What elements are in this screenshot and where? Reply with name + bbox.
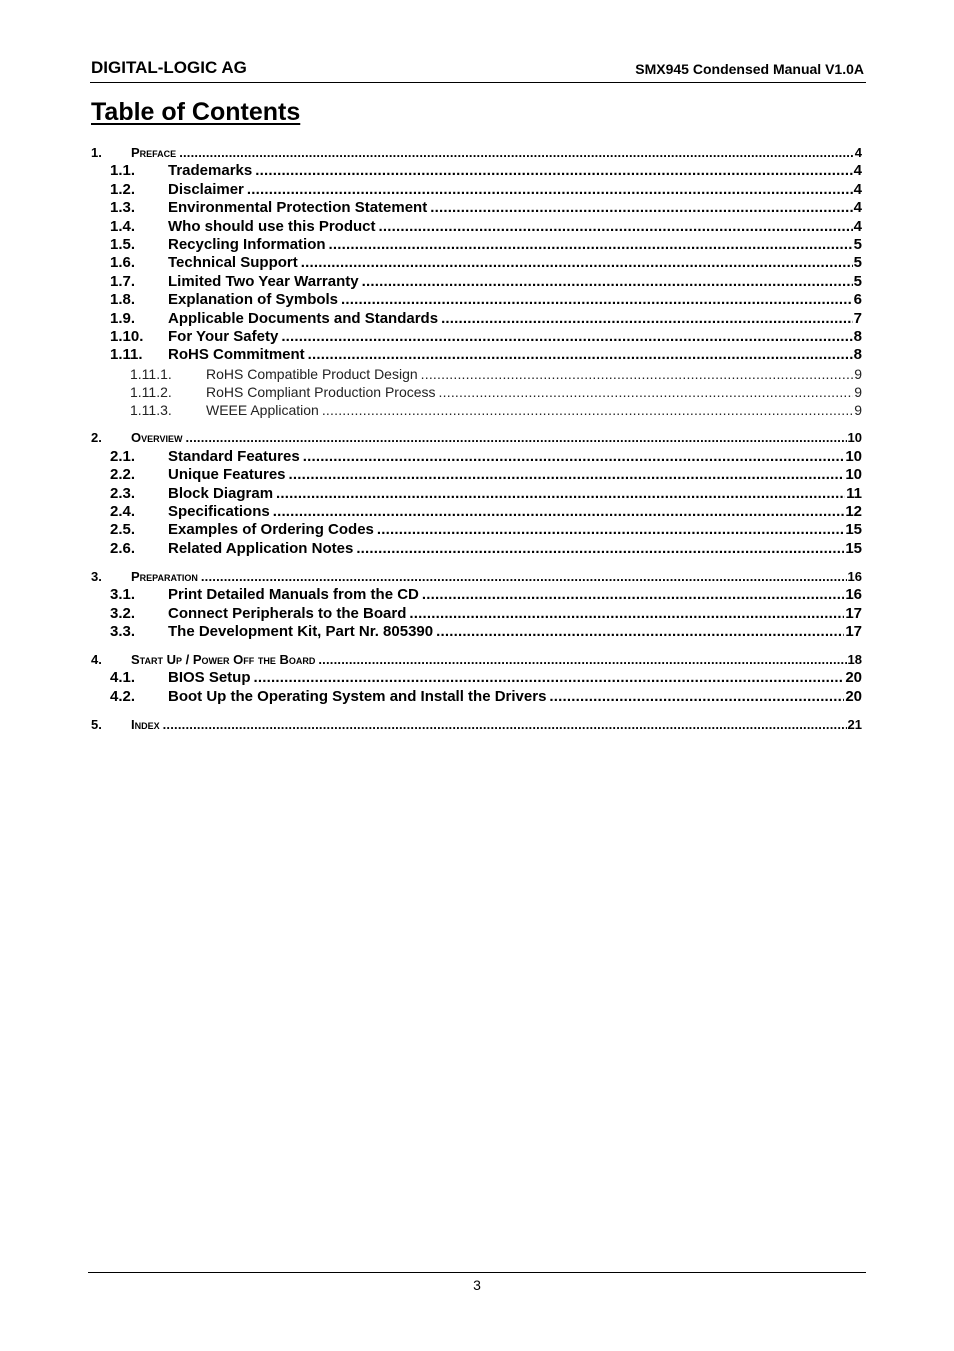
toc-entry-number: 1.9.: [110, 309, 136, 327]
toc-entry-title: WEEE Application: [206, 402, 319, 419]
toc-entry-title: For Your Safety: [168, 327, 279, 345]
page-number: 3: [473, 1277, 481, 1293]
toc-entry-number: 1.3.: [110, 199, 136, 217]
toc-entry-level-1[interactable]: [91, 716, 862, 734]
toc-entry-level-2[interactable]: [91, 199, 862, 217]
toc-entry-title: Limited Two Year Warranty: [168, 272, 359, 290]
toc-entry-title: Applicable Documents and Standards: [168, 309, 439, 327]
toc-entry-level-2[interactable]: [91, 623, 862, 641]
toc-entry-page: 4: [854, 145, 862, 160]
toc-dot-leader: [549, 688, 844, 706]
toc-dot-leader: [273, 503, 845, 521]
toc-entry-number: 5.: [91, 716, 102, 732]
page-header: [90, 58, 866, 83]
toc-entry-level-1[interactable]: [91, 568, 862, 586]
toc-entry-title: Start Up / Power Off the Board: [131, 651, 316, 667]
table-of-contents: [91, 144, 862, 734]
toc-entry-title: The Development Kit, Part Nr. 805390: [168, 622, 434, 640]
toc-section-gap: [91, 558, 862, 568]
toc-dot-leader: [362, 273, 853, 291]
toc-entry-page: 5: [853, 272, 862, 290]
toc-entry-title: Environmental Protection Statement: [168, 199, 428, 217]
toc-entry-title: Specifications: [168, 503, 270, 521]
toc-dot-leader: [308, 346, 853, 364]
toc-entry-level-2[interactable]: [91, 540, 862, 558]
toc-entry-number: 1.10.: [110, 327, 144, 345]
toc-entry-page: 17: [845, 604, 862, 622]
toc-entry-page: 9: [854, 365, 862, 382]
toc-entry-page: 17: [845, 622, 862, 640]
toc-dot-leader: [276, 485, 845, 503]
toc-entry-page: 10: [845, 447, 862, 465]
toc-dot-leader: [329, 236, 853, 254]
toc-entry-page: 4: [853, 180, 862, 198]
toc-entry-title: Block Diagram: [168, 484, 274, 502]
toc-entry-number: 2.5.: [110, 521, 136, 539]
toc-entry-title: Recycling Information: [168, 235, 326, 253]
toc-dot-leader: [254, 669, 845, 687]
toc-dot-leader: [341, 291, 853, 309]
toc-entry-level-2[interactable]: [91, 586, 862, 604]
toc-entry-number: 3.1.: [110, 586, 136, 604]
toc-entry-title: Standard Features: [168, 447, 300, 465]
toc-entry-number: 4.2.: [110, 687, 136, 705]
toc-entry-page: 9: [854, 384, 862, 401]
toc-entry-level-2[interactable]: [91, 485, 862, 503]
toc-section-gap: [91, 420, 862, 430]
toc-dot-leader: [409, 605, 844, 623]
toc-entry-title: Connect Peripherals to the Board: [168, 604, 407, 622]
toc-entry-number: 2.2.: [110, 466, 136, 484]
toc-entry-title: Print Detailed Manuals from the CD: [168, 586, 419, 604]
toc-dot-leader: [179, 144, 854, 162]
toc-entry-title: Boot Up the Operating System and Install the Drivers: [168, 687, 547, 705]
toc-dot-leader: [379, 218, 853, 236]
toc-entry-page: 20: [845, 669, 862, 687]
toc-entry-number: 3.: [91, 568, 102, 584]
toc-entry-level-2[interactable]: [91, 669, 862, 687]
toc-entry-title: Technical Support: [168, 254, 298, 272]
toc-entry-number: 1.8.: [110, 291, 136, 309]
toc-entry-title: Disclaimer: [168, 180, 244, 198]
toc-entry-title: Who should use this Product: [168, 217, 376, 235]
toc-dot-leader: [247, 181, 853, 199]
toc-entry-level-2[interactable]: [91, 448, 862, 466]
toc-dot-leader: [439, 383, 854, 401]
toc-dot-leader: [356, 540, 844, 558]
toc-entry-title: Examples of Ordering Codes: [168, 521, 374, 539]
toc-entry-level-2[interactable]: [91, 310, 862, 328]
toc-entry-page: 4: [853, 199, 862, 217]
toc-entry-level-2[interactable]: [91, 291, 862, 309]
toc-entry-number: 4.1.: [110, 669, 136, 687]
toc-entry-page: 4: [853, 217, 862, 235]
toc-entry-level-2[interactable]: [91, 273, 862, 291]
toc-entry-title: Preface: [131, 145, 177, 160]
toc-entry-page: 9: [854, 402, 862, 419]
toc-entry-page: 5: [853, 235, 862, 253]
toc-entry-title: Trademarks: [168, 162, 253, 180]
toc-entry-level-2[interactable]: [91, 328, 862, 346]
toc-entry-page: 16: [847, 568, 862, 584]
toc-entry-level-2[interactable]: [91, 181, 862, 199]
toc-entry-number: 3.3.: [110, 622, 136, 640]
toc-entry-page: 10: [847, 430, 862, 446]
toc-entry-number: 4.: [91, 651, 102, 667]
toc-entry-level-2[interactable]: [91, 236, 862, 254]
toc-entry-page: 20: [845, 687, 862, 705]
toc-entry-page: 18: [847, 651, 862, 667]
toc-entry-title: Unique Features: [168, 466, 286, 484]
toc-dot-leader: [281, 328, 852, 346]
toc-entry-number: 1.1.: [110, 162, 136, 180]
toc-entry-level-2[interactable]: [91, 346, 862, 364]
toc-entry-title: RoHS Compatible Product Design: [206, 365, 418, 382]
toc-dot-leader: [185, 429, 846, 447]
toc-entry-number: 2.4.: [110, 503, 136, 521]
page-footer: [88, 1272, 866, 1293]
toc-entry-title: RoHS Commitment: [168, 346, 305, 364]
toc-entry-page: 6: [853, 291, 862, 309]
toc-entry-number: 1.2.: [110, 180, 136, 198]
toc-entry-level-2[interactable]: [91, 466, 862, 484]
toc-entry-page: 15: [845, 521, 862, 539]
toc-entry-number: 2.6.: [110, 539, 136, 557]
toc-entry-level-1[interactable]: [91, 144, 862, 162]
toc-entry-number: 1.11.: [110, 346, 143, 364]
toc-entry-page: 16: [845, 586, 862, 604]
toc-entry-page: 5: [853, 254, 862, 272]
toc-entry-number: 1.5.: [110, 235, 136, 253]
toc-entry-title: Related Application Notes: [168, 539, 354, 557]
toc-entry-page: 21: [847, 716, 862, 732]
toc-entry-number: 1.11.1.: [130, 365, 172, 382]
toc-dot-leader: [421, 365, 854, 383]
toc-section-gap: [91, 641, 862, 651]
manual-title: SMX945 Condensed Manual V1.0A: [635, 61, 864, 77]
toc-entry-page: 7: [853, 309, 862, 327]
company-name: DIGITAL-LOGIC AG: [91, 58, 247, 77]
toc-entry-number: 2.1.: [110, 447, 136, 465]
toc-dot-leader: [436, 623, 844, 641]
toc-entry-level-1[interactable]: [91, 429, 862, 447]
toc-entry-number: 1.6.: [110, 254, 136, 272]
toc-entry-level-2[interactable]: [91, 218, 862, 236]
toc-entry-page: 11: [846, 484, 862, 502]
toc-entry-level-2[interactable]: [91, 688, 862, 706]
toc-entry-number: 1.4.: [110, 217, 136, 235]
toc-dot-leader: [255, 162, 852, 180]
toc-entry-page: 15: [845, 539, 862, 557]
toc-entry-number: 2.: [91, 430, 102, 446]
toc-dot-leader: [303, 448, 845, 466]
toc-entry-level-2[interactable]: [91, 605, 862, 623]
toc-dot-leader: [422, 586, 844, 604]
toc-entry-title: Overview: [131, 430, 183, 446]
toc-entry-page: 8: [853, 346, 862, 364]
toc-dot-leader: [322, 401, 853, 419]
toc-entry-page: 12: [845, 503, 862, 521]
toc-entry-title: RoHS Compliant Production Process: [206, 384, 436, 401]
toc-heading: Table of Contents: [91, 98, 301, 126]
toc-entry-level-3[interactable]: [91, 401, 862, 419]
toc-entry-level-2[interactable]: [91, 521, 862, 539]
toc-dot-leader: [377, 521, 844, 539]
toc-entry-page: 8: [853, 327, 862, 345]
toc-entry-level-3[interactable]: [91, 365, 862, 383]
toc-dot-leader: [289, 466, 845, 484]
toc-entry-page: 10: [845, 466, 862, 484]
toc-dot-leader: [430, 199, 852, 217]
toc-entry-title: Index: [131, 716, 160, 732]
toc-entry-level-2[interactable]: [91, 162, 862, 180]
toc-entry-level-1[interactable]: [91, 651, 862, 669]
toc-entry-number: 3.2.: [110, 604, 136, 622]
toc-entry-title: Explanation of Symbols: [168, 291, 339, 309]
toc-dot-leader: [301, 254, 853, 272]
toc-entry-level-2[interactable]: [91, 254, 862, 272]
toc-entry-level-3[interactable]: [91, 383, 862, 401]
toc-entry-number: 1.: [91, 145, 102, 160]
toc-dot-leader: [201, 568, 847, 586]
toc-entry-title: Preparation: [131, 568, 198, 584]
toc-entry-level-2[interactable]: [91, 503, 862, 521]
toc-entry-number: 2.3.: [110, 484, 136, 502]
toc-entry-title: BIOS Setup: [168, 669, 251, 687]
toc-entry-number: 1.11.2.: [130, 384, 172, 401]
toc-dot-leader: [163, 716, 847, 734]
toc-section-gap: [91, 706, 862, 716]
toc-entry-number: 1.7.: [110, 272, 136, 290]
toc-dot-leader: [318, 651, 846, 669]
toc-dot-leader: [441, 310, 853, 328]
toc-entry-number: 1.11.3.: [130, 402, 172, 419]
toc-entry-page: 4: [853, 162, 862, 180]
